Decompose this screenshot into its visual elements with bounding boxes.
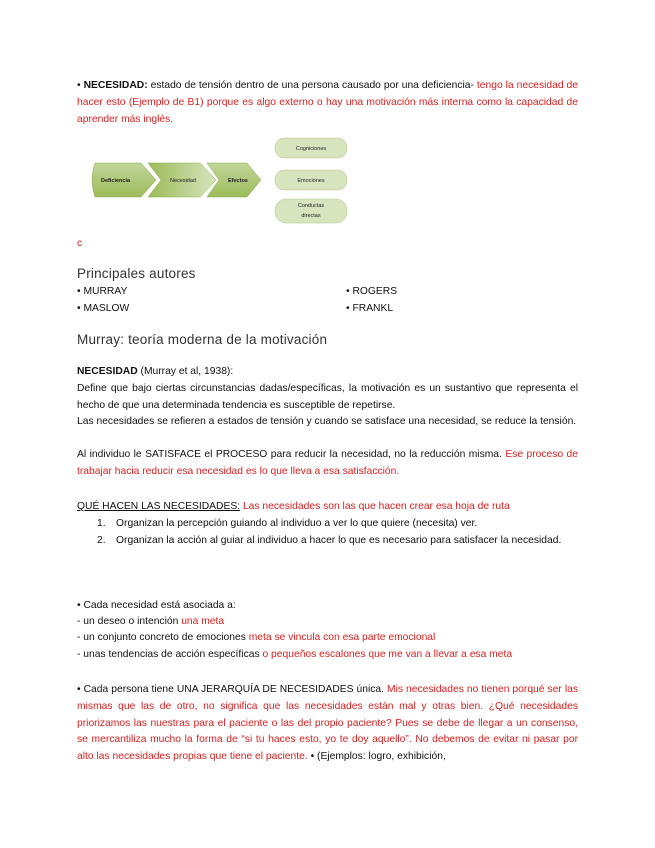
murray-p3-red: Ese proceso de trabajar hacia reducir esa necesidad es lo que lleva a esa satisfacción.	[77, 449, 579, 477]
murray-citation: (Murray et al, 1938):	[137, 366, 234, 377]
asociada-item-note: meta se vincula con esa parte emocional	[248, 632, 436, 643]
que-hacen-title: QUÉ HACEN LAS NECESIDADES:	[77, 501, 241, 512]
outcome-emociones: Emociones	[297, 178, 325, 184]
murray-p3-black: Al individuo le SATISFACE el PROCESO para reducir la necesidad, no la reducción misma.	[77, 449, 502, 460]
asociada-item-text: - unas tendencias de acción específicas	[77, 649, 263, 660]
item-text: Organizan la acción al guiar al individuo a hacer lo que es necesario para satisfacer la necesidad.	[116, 535, 562, 546]
asociada-item-note: una meta	[181, 616, 225, 627]
necesidad-term: NECESIDAD:	[83, 80, 148, 91]
jerarquia-paragraph	[77, 682, 578, 766]
authors-heading: Principales autores	[77, 266, 196, 281]
necesidad-definition-text: estado de tensión dentro de una persona causado por una deficiencia-	[147, 80, 474, 91]
asociada-item-note: o pequeños escalones que me van a llevar a esa meta	[262, 649, 513, 660]
author-rogers: • ROGERS	[346, 286, 398, 297]
asociada-lead: • Cada necesidad está asociada a:	[77, 600, 236, 611]
stray-letter: c	[77, 238, 83, 249]
asociada-item-text: - un conjunto concreto de emociones	[77, 632, 249, 643]
asociada-item-1	[77, 614, 224, 630]
que-hacen-item-2	[97, 533, 561, 549]
jerarquia-tail: • (Ejemplos: logro, exhibición,	[307, 751, 446, 763]
necesidad-note: tengo la necesidad de hacer esto (Ejemplo de B1) porque es algo externo o hay una motivación más interna como la capacidad de aprender más inglés.	[77, 80, 578, 125]
step-necesidad: Necesidad	[170, 178, 196, 184]
jerarquia-black: • Cada persona tiene UNA JERARQUÍA DE NECESIDADES única.	[77, 684, 385, 695]
item-number: 2.	[97, 535, 106, 546]
step-deficiencia: Deficiencia	[101, 178, 131, 184]
asociada-item-2	[77, 630, 435, 646]
author-maslow: • MASLOW	[77, 303, 130, 314]
necesidad-definition	[77, 78, 578, 128]
outcome-conductas-directas: Conductas	[297, 203, 325, 209]
asociada-item-text: - un deseo o intención	[77, 616, 182, 627]
outcome-conductas-directas-line2: directas	[301, 213, 321, 219]
author-murray: • MURRAY	[77, 286, 128, 297]
needs-diagram-svg	[85, 135, 360, 225]
needs-diagram	[85, 135, 360, 225]
author-frankl: • FRANKL	[346, 303, 394, 314]
bullet: •	[77, 80, 81, 91]
que-hacen-note: Las necesidades son las que hacen crear esa hoja de ruta	[240, 501, 510, 512]
murray-term-line	[77, 364, 233, 380]
asociada-item-3	[77, 647, 512, 663]
jerarquia-red: Mis necesidades no tienen porqué ser las mismas que las de otro, no significa que las necesidades están mal y otras bien. ¿Qué necesidades priorizamos las nuestras para el paciente o las del propio paciente? Pues se debe de llegar a un consenso, se mercantiliza mucho la forma de “si tu haces esto, yo te doy aquello”. No debemos de evitar ni pasar por alto las necesidades propias que tiene el paciente.	[77, 684, 578, 763]
que-hacen-item-1	[97, 516, 477, 532]
item-text: Organizan la percepción guiando al individuo a ver lo que quiere (necesita) ver.	[116, 518, 478, 529]
outcome-cogniciones: Cogniciones	[295, 146, 327, 152]
murray-term: NECESIDAD	[77, 366, 138, 377]
murray-paragraph-1: Define que bajo ciertas circunstancias dadas/específicas, la motivación es un sustantivo que representa el hecho de que una determinada tendencia es susceptible de repetirse.	[77, 383, 578, 411]
murray-paragraph-3	[77, 447, 578, 480]
step-efectos: Efectos	[228, 178, 248, 184]
item-number: 1.	[97, 518, 106, 529]
murray-heading: Murray: teoría moderna de la motivación	[77, 332, 328, 347]
que-hacen-line	[77, 499, 510, 515]
murray-paragraph-2: Las necesidades se refieren a estados de tensión y cuando se satisface una necesidad, se reduce la tensión.	[77, 416, 577, 427]
